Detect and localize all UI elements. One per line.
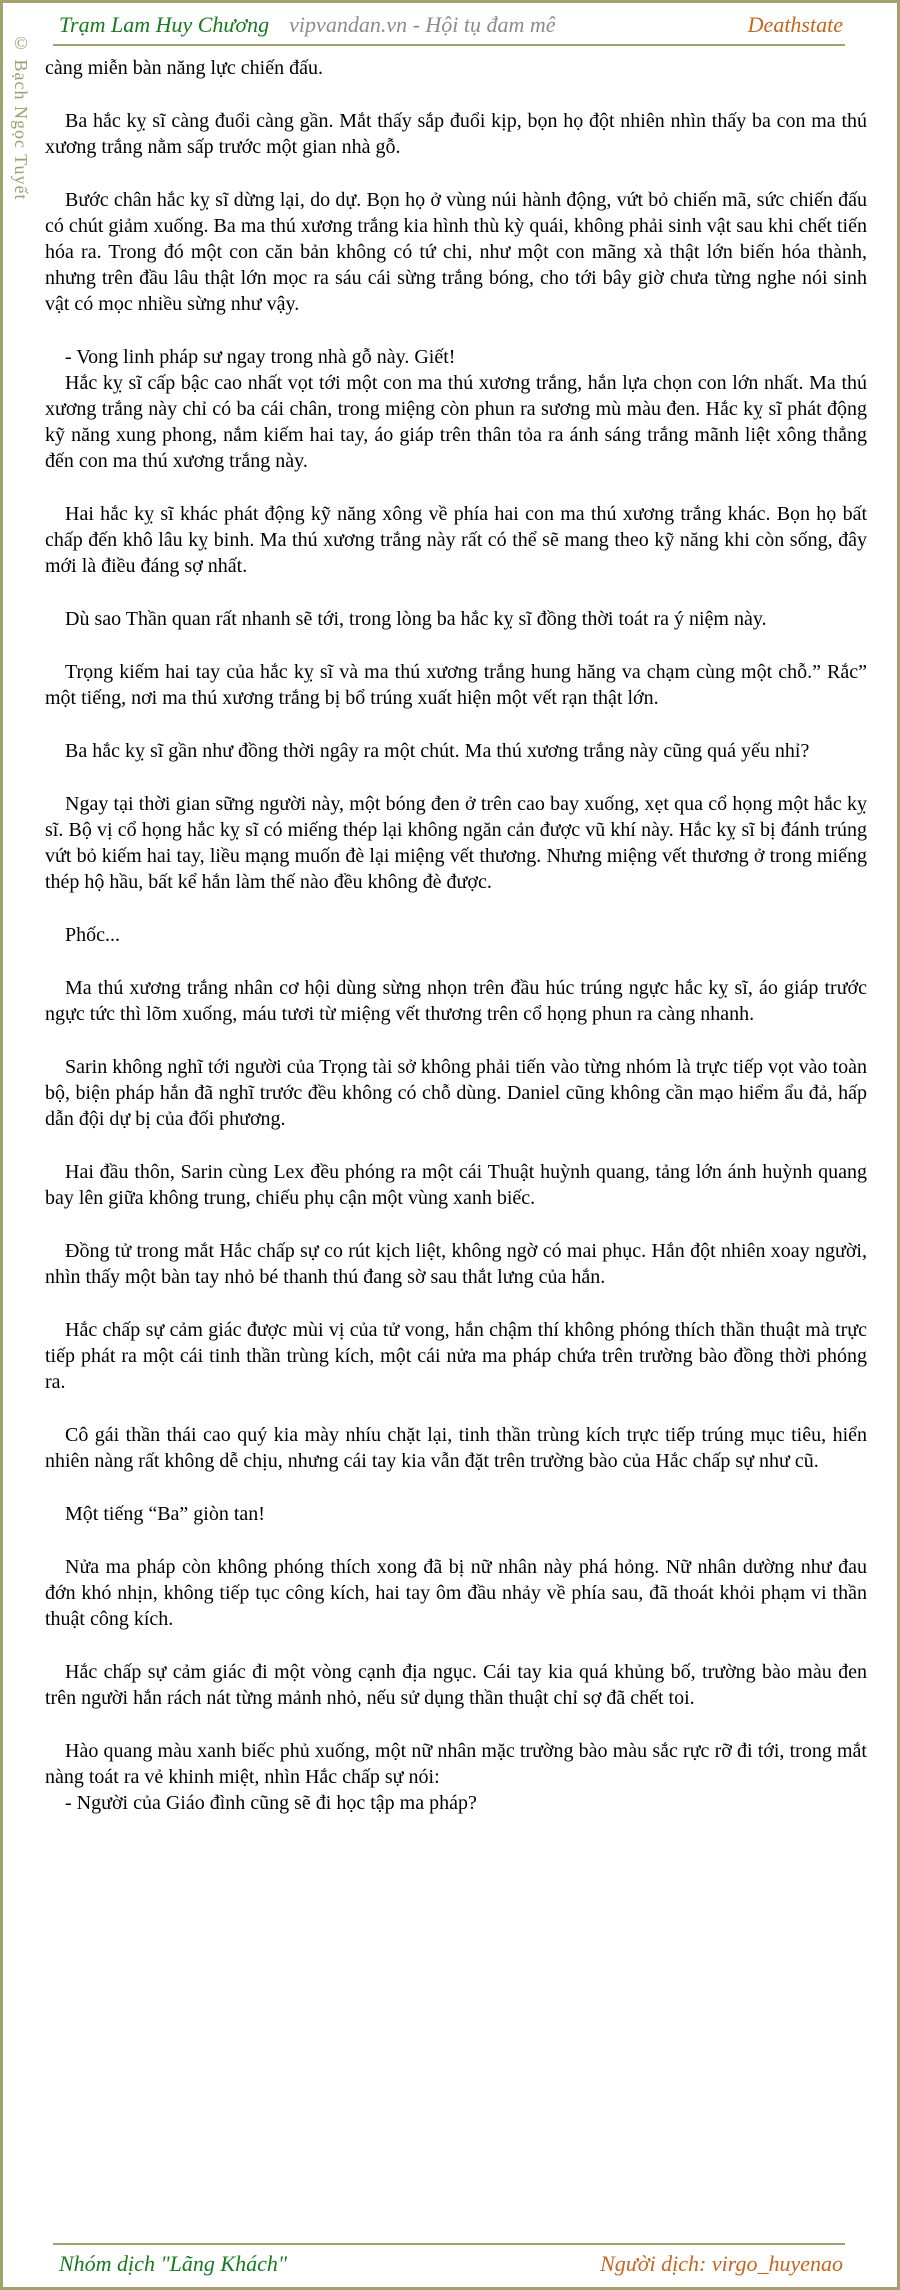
paragraph: Ba hắc kỵ sĩ gần như đồng thời ngây ra một chút. Ma thú xương trắng này cũng quá yếu nhỉ?: [65, 740, 810, 762]
paragraph: Ba hắc kỵ sĩ càng đuổi càng gần. Mắt thấy sắp đuổi kịp, bọn họ đột nhiên nhìn thấy ba con ma thú xương trắng nằm sấp trước một gian nhà gỗ.: [45, 110, 867, 158]
copyright-watermark: © Bạch Ngọc Tuyết: [11, 33, 31, 201]
paragraph: Hai hắc kỵ sĩ khác phát động kỹ năng xông về phía hai con ma thú xương trắng khác. Bọn họ bất chấp đến khô lâu kỵ binh. Ma thú xương trắng này rất có thể sẽ mang theo kỹ năng khi còn sống, đây mới là điều đáng sợ nhất.: [45, 503, 867, 577]
paragraph: Dù sao Thần quan rất nhanh sẽ tới, trong lòng ba hắc kỵ sĩ đồng thời toát ra ý niệm này.: [65, 608, 767, 630]
paragraph: Trọng kiếm hai tay của hắc kỵ sĩ và ma thú xương trắng hung hăng va chạm cùng một chỗ.” Rắc” một tiếng, nơi ma thú xương trắng bị bổ trúng xuất hiện một vết rạn thật lớn.: [45, 661, 867, 709]
paragraph: Ngay tại thời gian sững người này, một bóng đen ở trên cao bay xuống, xẹt qua cổ họng một hắc kỵ sĩ. Bộ vị cổ họng hắc kỵ sĩ có miếng thép lại không ngăn cản được vũ khí này. Hắc kỵ sĩ bị đánh trúng vứt bỏ kiếm hai tay, liều mạng muốn đè lại miệng vết thương. Nhưng miệng vết thương ở trong miếng thép hộ hầu, bất kể hắn làm thế nào đều không đè được.: [45, 793, 867, 893]
page-footer: [3, 2237, 897, 2281]
paragraph: Ma thú xương trắng nhân cơ hội dùng sừng nhọn trên đầu húc trúng ngực hắc kỵ sĩ, áo giáp trước ngực tức thì lõm xuống, máu tươi từ miệng vết thương trên cổ họng phun ra càng nhanh.: [45, 977, 867, 1025]
footer-row: [3, 2249, 897, 2281]
paragraph: Hắc chấp sự cảm giác đi một vòng cạnh địa ngục. Cái tay kia quá khủng bố, trường bào màu đen trên người hắn rách nát từng mảnh nhỏ, nếu sử dụng thần thuật chỉ sợ đã chết toi.: [45, 1661, 867, 1709]
paragraph: - Người của Giáo đình cũng sẽ đi học tập ma pháp?: [65, 1792, 477, 1814]
paragraph: Nửa ma pháp còn không phóng thích xong đã bị nữ nhân này phá hỏng. Nữ nhân dường như đau đớn khó nhịn, không tiếp tục công kích, hai tay ôm đầu nhảy về phía sau, đã thoát khỏi phạm vi thần thuật công kích.: [45, 1556, 867, 1630]
page-header: [3, 3, 897, 38]
paragraph: Cô gái thần thái cao quý kia mày nhíu chặt lại, tinh thần trùng kích trực tiếp trúng mục tiêu, hiển nhiên nàng rất không dễ chịu, nhưng cái tay kia vẫn đặt trên trường bào của Hắc chấp sự như cũ.: [45, 1424, 867, 1472]
station-title: Trạm Lam Huy Chương: [59, 12, 270, 37]
paragraph: Phốc...: [65, 924, 120, 946]
paragraph: Hào quang màu xanh biếc phủ xuống, một nữ nhân mặc trường bào màu sắc rực rỡ đi tới, trong mắt nàng toát ra vẻ khinh miệt, nhìn Hắc chấp sự nói:: [45, 1740, 867, 1788]
paragraph: Hắc chấp sự cảm giác được mùi vị của tử vong, hắn chậm thí không phóng thích thần thuật mà trực tiếp phát ra một cái tinh thần trùng kích, một cái nửa ma pháp chứa trên trường bào đồng thời phóng ra.: [45, 1319, 867, 1393]
paragraph: Bước chân hắc kỵ sĩ dừng lại, do dự. Bọn họ ở vùng núi hành động, vứt bỏ chiến mã, sức chiến đấu có chút giảm xuống. Ba ma thú xương trắng kia hình thù kỳ quái, không phải sinh vật sau khi chết tiến hóa ra. Trong đó một con căn bản không có tứ chi, như một con mãng xà thật lớn biến hóa thành, nhưng trên đầu lâu thật lớn mọc ra sáu cái sừng trắng bóng, cho tới bây giờ chưa từng nghe nói sinh vật có mọc nhiều sừng như vậy.: [45, 189, 867, 315]
paragraph: càng miễn bàn năng lực chiến đấu.: [45, 57, 323, 79]
paragraph: Đồng tử trong mắt Hắc chấp sự co rút kịch liệt, không ngờ có mai phục. Hắn đột nhiên xoay người, nhìn thấy một bàn tay nhỏ bé thanh thú đang sờ sau thắt lưng của hắn.: [45, 1240, 867, 1288]
paragraph: Hai đầu thôn, Sarin cùng Lex đều phóng ra một cái Thuật huỳnh quang, tảng lớn ánh huỳnh quang bay lên giữa không trung, chiếu phụ cận một vùng xanh biếc.: [45, 1161, 867, 1209]
site-slogan: vipvandan.vn - Hội tụ đam mê: [289, 12, 556, 37]
paragraph: Sarin không nghĩ tới người của Trọng tài sở không phải tiến vào từng nhóm là trực tiếp vọt vào toàn bộ, biện pháp hắn đã nghĩ trước đều không có chỗ dùng. Daniel cũng không cần mạo hiểm ẩu đả, hấp dẫn đội dự bị của đối phương.: [45, 1056, 867, 1130]
footer-divider: [53, 2243, 845, 2245]
book-title: Deathstate: [747, 12, 843, 37]
paragraph: - Vong linh pháp sư ngay trong nhà gỗ này. Giết!: [65, 346, 456, 368]
paragraph: Hắc kỵ sĩ cấp bậc cao nhất vọt tới một con ma thú xương trắng, hắn lựa chọn con lớn nhất. Ma thú xương trắng này chỉ có ba cái chân, trong miệng còn phun ra sương mù màu đen. Hắc kỵ sĩ phát động kỹ năng xung phong, nắm kiếm hai tay, áo giáp trên thân tỏa ra ánh sáng trắng mãnh liệt xông thẳng đến con ma thú xương trắng này.: [45, 372, 867, 472]
translation-group: Nhóm dịch "Lãng Khách": [59, 2251, 288, 2276]
chapter-text: [3, 46, 897, 1816]
translator-credit: Người dịch: virgo_huyenao: [600, 2251, 843, 2276]
paragraph: Một tiếng “Ba” giòn tan!: [65, 1503, 265, 1525]
